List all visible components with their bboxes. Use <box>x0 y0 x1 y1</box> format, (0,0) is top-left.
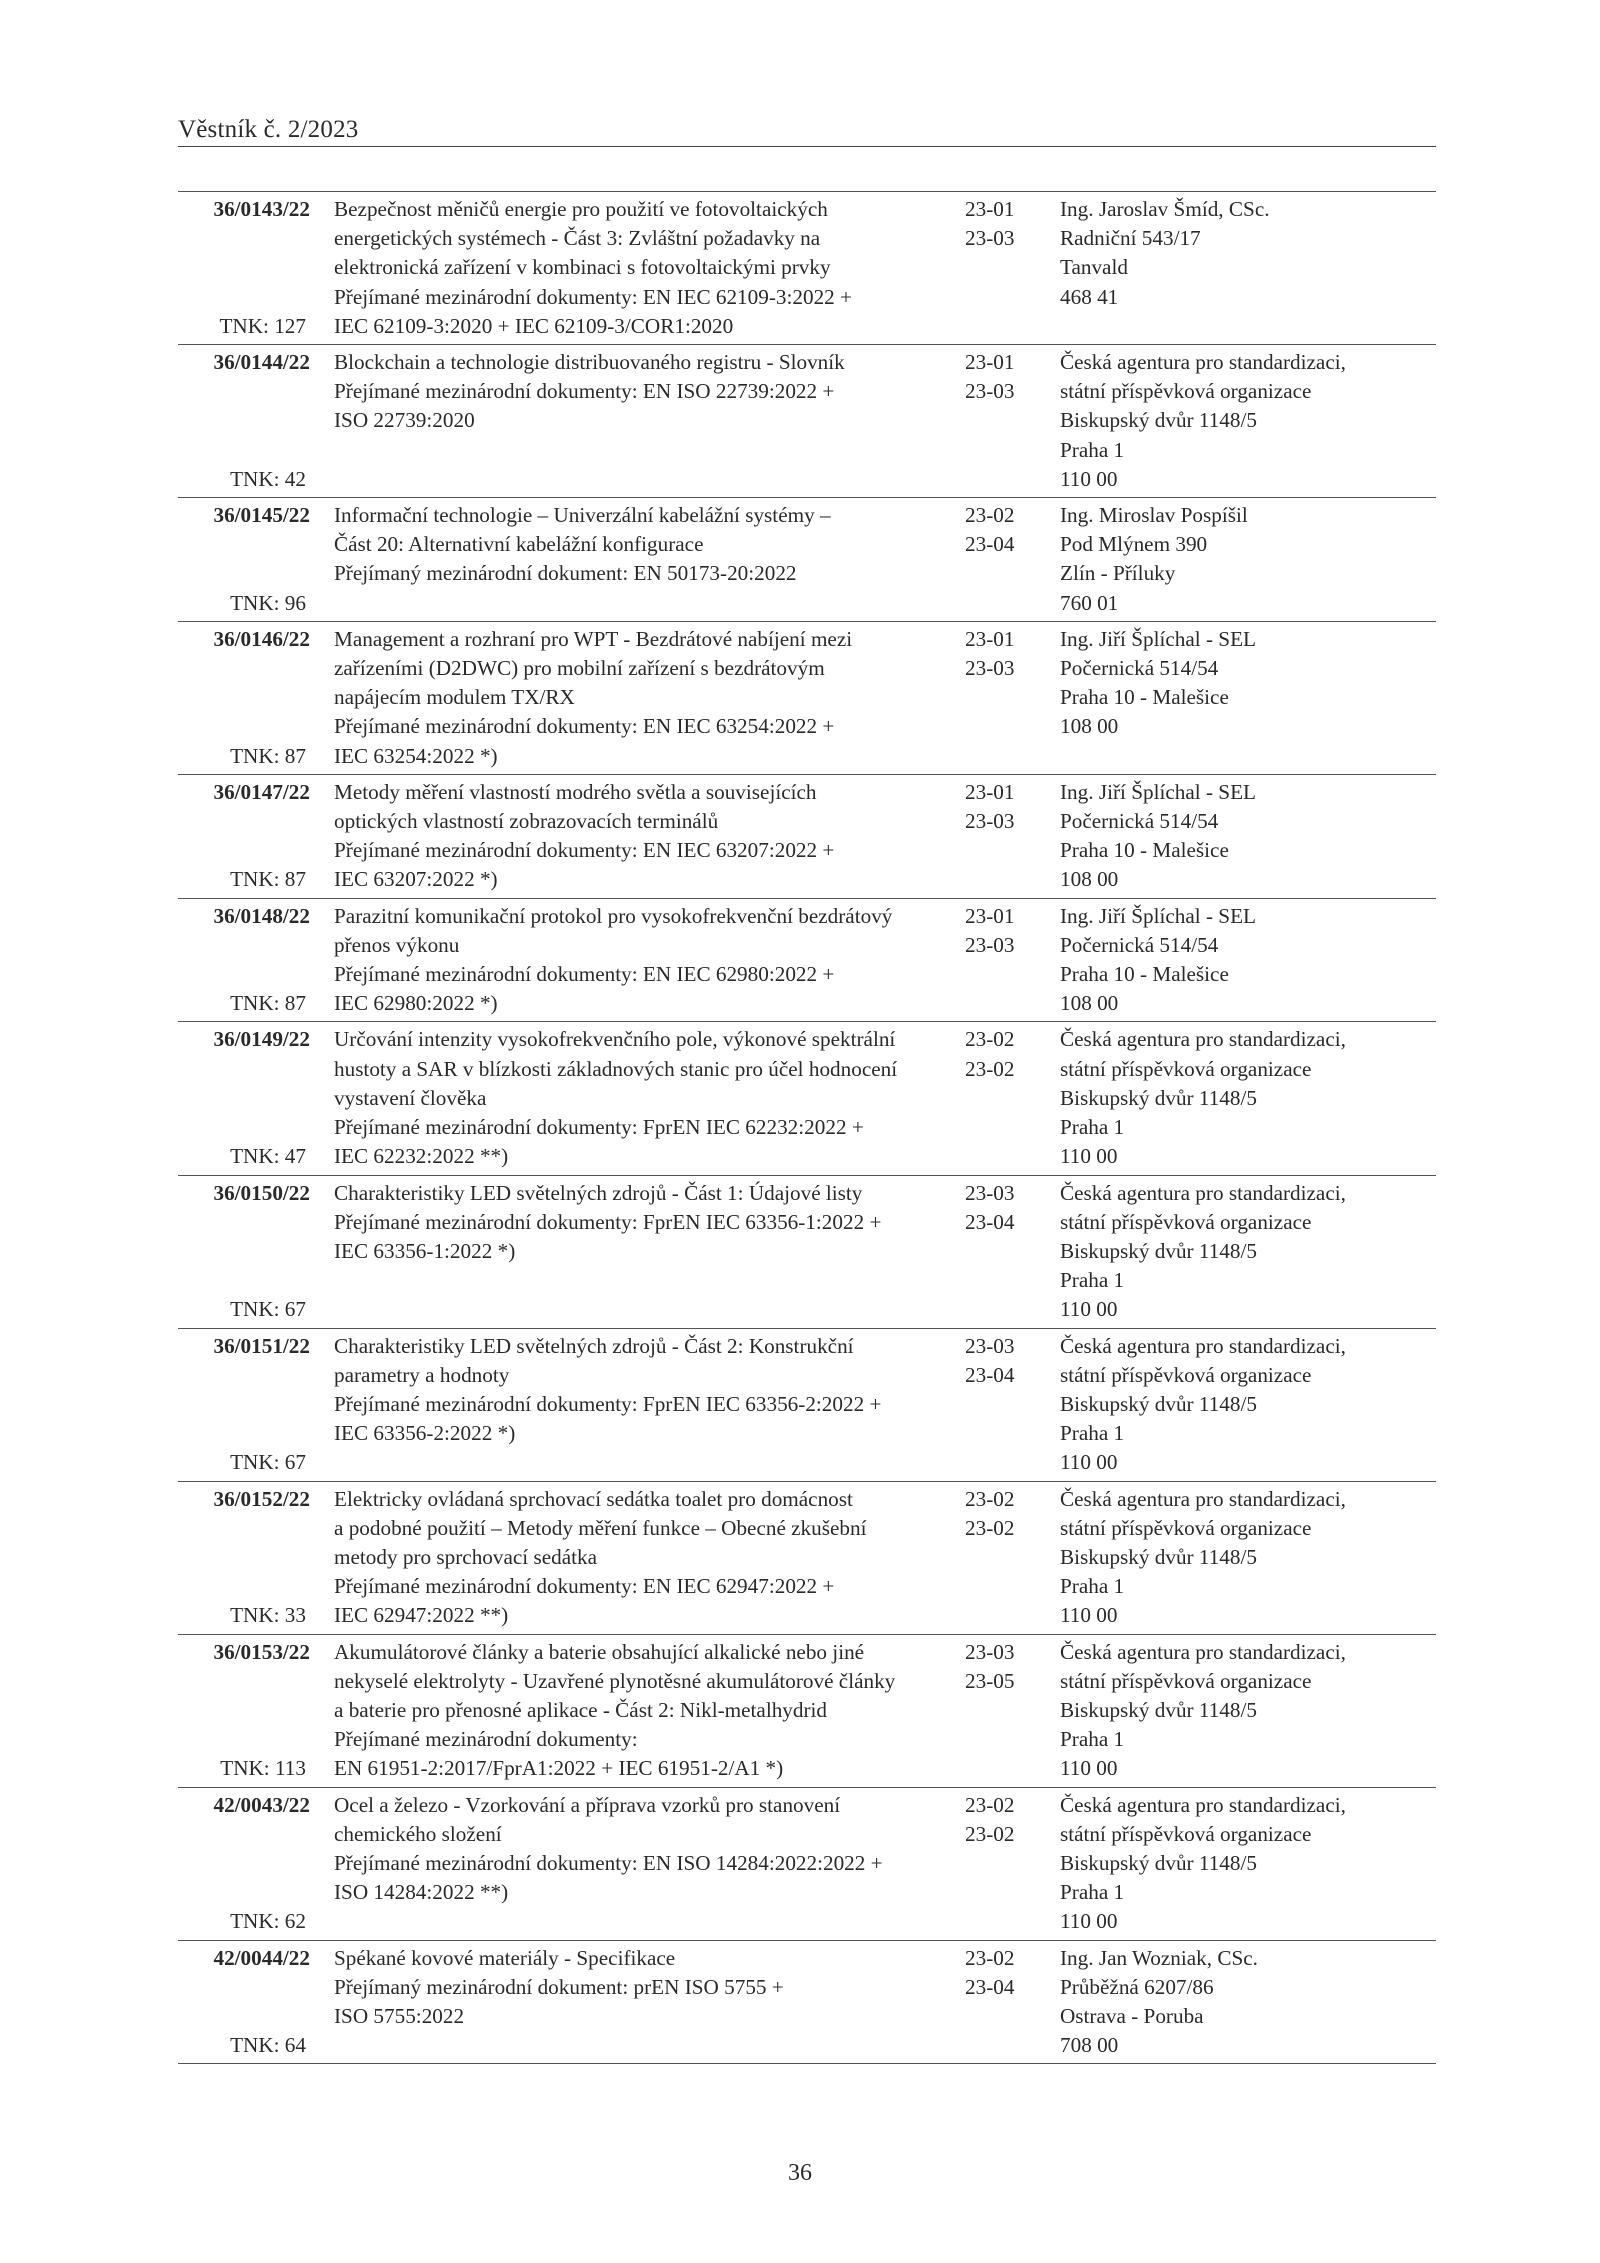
address-line: Praha 10 - Malešice <box>1060 685 1229 710</box>
address-line: Biskupský dvůr 1148/5 <box>1060 1697 1257 1722</box>
address-line: 108 00 <box>1060 991 1119 1016</box>
address-line: Ing. Jan Wozniak, CSc. <box>1060 1945 1258 1970</box>
description-line: Část 20: Alternativní kabelážní konfigurace <box>334 532 704 557</box>
entry-number: 36/0153/22 <box>213 1639 310 1664</box>
publication-title: Věstník č. 2/2023 <box>178 116 359 143</box>
table-row <box>178 1941 1436 2065</box>
table-row <box>178 1482 1436 1635</box>
description-line: IEC 62980:2022 *) <box>334 991 498 1016</box>
address-line: Česká agentura pro standardizaci, <box>1060 1639 1346 1664</box>
address-line: Zlín - Příluky <box>1060 561 1176 586</box>
description-line: Management a rozhraní pro WPT - Bezdrátové nabíjení mezi <box>334 626 853 651</box>
description-line: Elektricky ovládaná sprchovací sedátka toalet pro domácnost <box>334 1486 853 1511</box>
entry-address <box>1055 348 1436 494</box>
description-line: IEC 62947:2022 **) <box>334 1603 509 1628</box>
entry-id-cell <box>178 902 310 1019</box>
address-line: 110 00 <box>1060 1603 1118 1628</box>
entry-tnk: TNK: 67 <box>230 1297 306 1322</box>
date-value: 23-02 <box>965 1821 1015 1846</box>
entry-description <box>310 1179 962 1325</box>
entry-address <box>1055 1332 1436 1478</box>
entry-number: 36/0148/22 <box>213 903 310 928</box>
entry-dates <box>962 1944 1055 2061</box>
address-line: 468 41 <box>1060 284 1119 309</box>
entry-address <box>1055 501 1436 618</box>
date-value: 23-02 <box>965 1056 1015 1081</box>
table-row <box>178 498 1436 622</box>
entry-id-cell <box>178 625 310 771</box>
entry-address <box>1055 1638 1436 1784</box>
entry-number: 36/0144/22 <box>213 350 310 375</box>
date-value: 23-02 <box>965 1515 1015 1540</box>
entry-id-cell <box>178 1485 310 1631</box>
entry-description <box>310 1332 962 1478</box>
entry-address <box>1055 625 1436 771</box>
entry-tnk: TNK: 87 <box>230 743 306 768</box>
date-value: 23-01 <box>965 779 1015 804</box>
address-line: Praha 1 <box>1060 1727 1125 1752</box>
description-line: Přejímané mezinárodní dokumenty: EN ISO 22739:2022 + <box>334 379 835 404</box>
description-line: Akumulátorové články a baterie obsahující alkalické nebo jiné <box>334 1639 865 1664</box>
entry-id-cell <box>178 348 310 494</box>
date-value: 23-03 <box>965 1333 1015 1358</box>
entry-description <box>310 902 962 1019</box>
address-line: Ing. Jiří Šplíchal - SEL <box>1060 903 1256 928</box>
description-line: Bezpečnost měničů energie pro použití ve fotovoltaických <box>334 197 828 221</box>
description-line: nekyselé elektrolyty - Uzavřené plynotěsné akumulátorové články <box>334 1668 896 1693</box>
description-line: Přejímané mezinárodní dokumenty: FprEN IEC 63356-1:2022 + <box>334 1209 882 1234</box>
description-line: EN 61951-2:2017/FprA1:2022 + IEC 61951-2/A1 *) <box>334 1756 784 1781</box>
entry-description <box>310 1025 962 1171</box>
description-line: a podobné použití – Metody měření funkce – Obecné zkušební <box>334 1515 867 1540</box>
address-line: Česká agentura pro standardizaci, <box>1060 1486 1346 1511</box>
date-value: 23-04 <box>965 532 1015 557</box>
description-line: Přejímané mezinárodní dokumenty: EN IEC 62109-3:2022 + <box>334 284 852 309</box>
entry-dates <box>962 1638 1055 1784</box>
description-line: energetických systémech - Část 3: Zvláštní požadavky na <box>334 226 821 251</box>
address-line: Průběžná 6207/86 <box>1060 1974 1214 1999</box>
entry-tnk: TNK: 127 <box>219 313 306 338</box>
entry-address <box>1055 778 1436 895</box>
address-line: státní příspěvková organizace <box>1060 1056 1312 1081</box>
entry-tnk: TNK: 113 <box>220 1756 306 1781</box>
description-line: vystavení člověka <box>334 1085 487 1110</box>
entry-dates <box>962 348 1055 494</box>
description-line: Spékané kovové materiály - Specifikace <box>334 1945 676 1970</box>
address-line: Biskupský dvůr 1148/5 <box>1060 1391 1257 1416</box>
entry-description <box>310 625 962 771</box>
description-line: IEC 62109-3:2020 + IEC 62109-3/COR1:2020 <box>334 313 734 338</box>
entry-number: 36/0143/22 <box>213 197 310 221</box>
date-value: 23-02 <box>965 1486 1015 1511</box>
description-line: IEC 63254:2022 *) <box>334 743 498 768</box>
description-line: IEC 63356-2:2022 *) <box>334 1421 516 1446</box>
address-line: Praha 10 - Malešice <box>1060 838 1229 863</box>
description-line: Parazitní komunikační protokol pro vysokofrekvenční bezdrátový <box>334 903 893 928</box>
date-value: 23-02 <box>965 1027 1015 1052</box>
entry-number: 36/0150/22 <box>213 1180 310 1205</box>
table-row <box>178 1635 1436 1788</box>
entry-number: 42/0043/22 <box>213 1792 310 1817</box>
date-value: 23-05 <box>965 1668 1015 1693</box>
date-value: 23-03 <box>965 656 1015 681</box>
address-line: státní příspěvková organizace <box>1060 1362 1312 1387</box>
date-value: 23-03 <box>965 379 1015 404</box>
address-line: Tanvald <box>1060 255 1128 280</box>
description-line: Informační technologie – Univerzální kabelážní systémy – <box>334 503 831 528</box>
address-line: státní příspěvková organizace <box>1060 379 1312 404</box>
date-value: 23-02 <box>965 503 1015 528</box>
address-line: státní příspěvková organizace <box>1060 1515 1312 1540</box>
address-line: 108 00 <box>1060 714 1119 739</box>
table-row <box>178 1022 1436 1175</box>
entry-dates <box>962 1485 1055 1631</box>
address-line: Pod Mlýnem 390 <box>1060 532 1208 557</box>
entry-tnk: TNK: 64 <box>230 2033 306 2058</box>
table-row <box>178 1788 1436 1941</box>
entry-description <box>310 1638 962 1784</box>
address-line: Ing. Jaroslav Šmíd, CSc. <box>1060 197 1270 221</box>
entry-tnk: TNK: 33 <box>230 1603 306 1628</box>
description-line: IEC 62232:2022 **) <box>334 1144 509 1169</box>
address-line: státní příspěvková organizace <box>1060 1668 1312 1693</box>
address-line: 110 00 <box>1060 1297 1118 1322</box>
description-line: Přejímané mezinárodní dokumenty: EN ISO 14284:2022:2022 + <box>334 1850 883 1875</box>
entry-tnk: TNK: 47 <box>230 1144 306 1169</box>
entry-dates <box>962 1332 1055 1478</box>
address-line: Počernická 514/54 <box>1060 656 1219 681</box>
address-line: státní příspěvková organizace <box>1060 1821 1312 1846</box>
entry-dates <box>962 501 1055 618</box>
date-value: 23-03 <box>965 226 1015 251</box>
entry-description <box>310 1485 962 1631</box>
page-number: 36 <box>788 2160 812 2186</box>
entry-address <box>1055 1791 1436 1937</box>
entry-address <box>1055 195 1436 341</box>
date-value: 23-01 <box>965 350 1015 375</box>
date-value: 23-01 <box>965 626 1015 651</box>
entry-tnk: TNK: 62 <box>230 1909 306 1934</box>
description-line: Charakteristiky LED světelných zdrojů - Část 2: Konstrukční <box>334 1333 854 1358</box>
address-line: státní příspěvková organizace <box>1060 1209 1312 1234</box>
entry-address <box>1055 1944 1436 2061</box>
description-line: napájecím modulem TX/RX <box>334 685 575 710</box>
entry-number: 36/0147/22 <box>213 779 310 804</box>
entry-id-cell <box>178 1332 310 1478</box>
table-row <box>178 1329 1436 1482</box>
entry-description <box>310 195 962 341</box>
entry-description <box>310 501 962 618</box>
address-line: Praha 1 <box>1060 1268 1125 1293</box>
description-line: zařízeními (D2DWC) pro mobilní zařízení s bezdrátovým <box>334 656 825 681</box>
address-line: Praha 1 <box>1060 1421 1125 1446</box>
description-line: Charakteristiky LED světelných zdrojů - Část 1: Údajové listy <box>334 1180 863 1205</box>
entry-address <box>1055 1179 1436 1325</box>
description-line: parametry a hodnoty <box>334 1362 510 1387</box>
entry-address <box>1055 1485 1436 1631</box>
table-row <box>178 345 1436 498</box>
entry-tnk: TNK: 87 <box>230 867 306 892</box>
entry-id-cell <box>178 778 310 895</box>
entry-tnk: TNK: 67 <box>230 1450 306 1475</box>
description-line: Blockchain a technologie distribuovaného registru - Slovník <box>334 350 845 375</box>
address-line: Praha 1 <box>1060 1880 1125 1905</box>
entry-dates <box>962 778 1055 895</box>
entry-dates <box>962 902 1055 1019</box>
address-line: Biskupský dvůr 1148/5 <box>1060 1238 1257 1263</box>
page-header <box>178 112 1436 147</box>
table-row <box>178 622 1436 775</box>
entry-description <box>310 1791 962 1937</box>
entry-description <box>310 1944 962 2061</box>
entry-id-cell <box>178 1025 310 1171</box>
description-line: přenos výkonu <box>334 932 460 957</box>
entry-description <box>310 778 962 895</box>
entry-address <box>1055 902 1436 1019</box>
description-line: Přejímaný mezinárodní dokument: prEN ISO 5755 + <box>334 1974 784 1999</box>
entry-id-cell <box>178 1638 310 1784</box>
description-line: chemického složení <box>334 1821 502 1846</box>
date-value: 23-01 <box>965 903 1015 928</box>
address-line: Česká agentura pro standardizaci, <box>1060 1180 1346 1205</box>
address-line: Ing. Jiří Šplíchal - SEL <box>1060 779 1256 804</box>
date-value: 23-02 <box>965 1945 1015 1970</box>
date-value: 23-03 <box>965 932 1015 957</box>
description-line: Přejímané mezinárodní dokumenty: EN IEC 63207:2022 + <box>334 838 835 863</box>
description-line: metody pro sprchovací sedátka <box>334 1544 597 1569</box>
address-line: Ing. Miroslav Pospíšil <box>1060 503 1248 528</box>
entry-number: 42/0044/22 <box>213 1945 310 1970</box>
description-line: Přejímané mezinárodní dokumenty: FprEN IEC 63356-2:2022 + <box>334 1391 882 1416</box>
address-line: Biskupský dvůr 1148/5 <box>1060 1850 1257 1875</box>
date-value: 23-04 <box>965 1209 1015 1234</box>
description-line: optických vlastností zobrazovacích terminálů <box>334 809 719 834</box>
entry-dates <box>962 1179 1055 1325</box>
entry-number: 36/0145/22 <box>213 503 310 528</box>
address-line: Praha 1 <box>1060 437 1125 462</box>
address-line: Biskupský dvůr 1148/5 <box>1060 1085 1257 1110</box>
entry-tnk: TNK: 96 <box>230 590 306 615</box>
date-value: 23-03 <box>965 809 1015 834</box>
address-line: 110 00 <box>1060 1144 1118 1169</box>
description-line: Přejímané mezinárodní dokumenty: EN IEC 63254:2022 + <box>334 714 835 739</box>
description-line: IEC 63356-1:2022 *) <box>334 1238 516 1263</box>
entry-number: 36/0146/22 <box>213 626 310 651</box>
address-line: Počernická 514/54 <box>1060 809 1219 834</box>
description-line: IEC 63207:2022 *) <box>334 867 498 892</box>
address-line: Biskupský dvůr 1148/5 <box>1060 408 1257 433</box>
entry-id-cell <box>178 1944 310 2061</box>
address-line: Praha 1 <box>1060 1574 1125 1599</box>
entry-address <box>1055 1025 1436 1171</box>
description-line: ISO 22739:2020 <box>334 408 475 433</box>
address-line: Počernická 514/54 <box>1060 932 1219 957</box>
entry-dates <box>962 1791 1055 1937</box>
address-line: 110 00 <box>1060 1756 1118 1781</box>
entry-number: 36/0149/22 <box>213 1027 310 1052</box>
description-line: Metody měření vlastností modrého světla a souvisejících <box>334 779 817 804</box>
table-row <box>178 192 1436 345</box>
entry-dates <box>962 1025 1055 1171</box>
address-line: 108 00 <box>1060 867 1119 892</box>
description-line: ISO 5755:2022 <box>334 2003 465 2028</box>
address-line: Praha 10 - Malešice <box>1060 962 1229 987</box>
address-line: Česká agentura pro standardizaci, <box>1060 1027 1346 1052</box>
description-line: ISO 14284:2022 **) <box>334 1880 509 1905</box>
date-value: 23-01 <box>965 197 1015 221</box>
entry-number: 36/0152/22 <box>213 1486 310 1511</box>
address-line: 110 00 <box>1060 466 1118 491</box>
address-line: Ing. Jiří Šplíchal - SEL <box>1060 626 1256 651</box>
table-row <box>178 1176 1436 1329</box>
description-line: Určování intenzity vysokofrekvenčního pole, výkonové spektrální <box>334 1027 896 1052</box>
entry-description <box>310 348 962 494</box>
address-line: Ostrava - Poruba <box>1060 2003 1204 2028</box>
description-line: a baterie pro přenosné aplikace - Část 2: Nikl-metalhydrid <box>334 1697 828 1722</box>
description-line: elektronická zařízení v kombinaci s fotovoltaickými prvky <box>334 255 831 280</box>
entry-id-cell <box>178 1791 310 1937</box>
address-line: Česká agentura pro standardizaci, <box>1060 1792 1346 1817</box>
table-row <box>178 775 1436 899</box>
description-line: Přejímané mezinárodní dokumenty: EN IEC 62947:2022 + <box>334 1574 835 1599</box>
address-line: Česká agentura pro standardizaci, <box>1060 350 1346 375</box>
entry-dates <box>962 625 1055 771</box>
date-value: 23-03 <box>965 1639 1015 1664</box>
address-line: Biskupský dvůr 1148/5 <box>1060 1544 1257 1569</box>
standards-table <box>178 191 1436 2064</box>
description-line: Přejímané mezinárodní dokumenty: EN IEC 62980:2022 + <box>334 962 835 987</box>
address-line: Česká agentura pro standardizaci, <box>1060 1333 1346 1358</box>
entry-tnk: TNK: 87 <box>230 991 306 1016</box>
date-value: 23-04 <box>965 1362 1015 1387</box>
address-line: 708 00 <box>1060 2033 1119 2058</box>
date-value: 23-04 <box>965 1974 1015 1999</box>
description-line: Ocel a železo - Vzorkování a příprava vzorků pro stanovení <box>334 1792 841 1817</box>
entry-dates <box>962 195 1055 341</box>
entry-tnk: TNK: 42 <box>230 466 306 491</box>
entry-number: 36/0151/22 <box>213 1333 310 1358</box>
address-line: Praha 1 <box>1060 1115 1125 1140</box>
address-line: 110 00 <box>1060 1450 1118 1475</box>
description-line: hustoty a SAR v blízkosti základnových stanic pro účel hodnocení <box>334 1056 898 1081</box>
table-row <box>178 899 1436 1023</box>
address-line: Radniční 543/17 <box>1060 226 1201 251</box>
description-line: Přejímané mezinárodní dokumenty: <box>334 1727 638 1752</box>
address-line: 110 00 <box>1060 1909 1118 1934</box>
address-line: 760 01 <box>1060 590 1119 615</box>
date-value: 23-02 <box>965 1792 1015 1817</box>
description-line: Přejímané mezinárodní dokumenty: FprEN IEC 62232:2022 + <box>334 1115 864 1140</box>
entry-id-cell <box>178 501 310 618</box>
description-line: Přejímaný mezinárodní dokument: EN 50173-20:2022 <box>334 561 797 586</box>
date-value: 23-03 <box>965 1180 1015 1205</box>
entry-id-cell <box>178 195 310 341</box>
entry-id-cell <box>178 1179 310 1325</box>
